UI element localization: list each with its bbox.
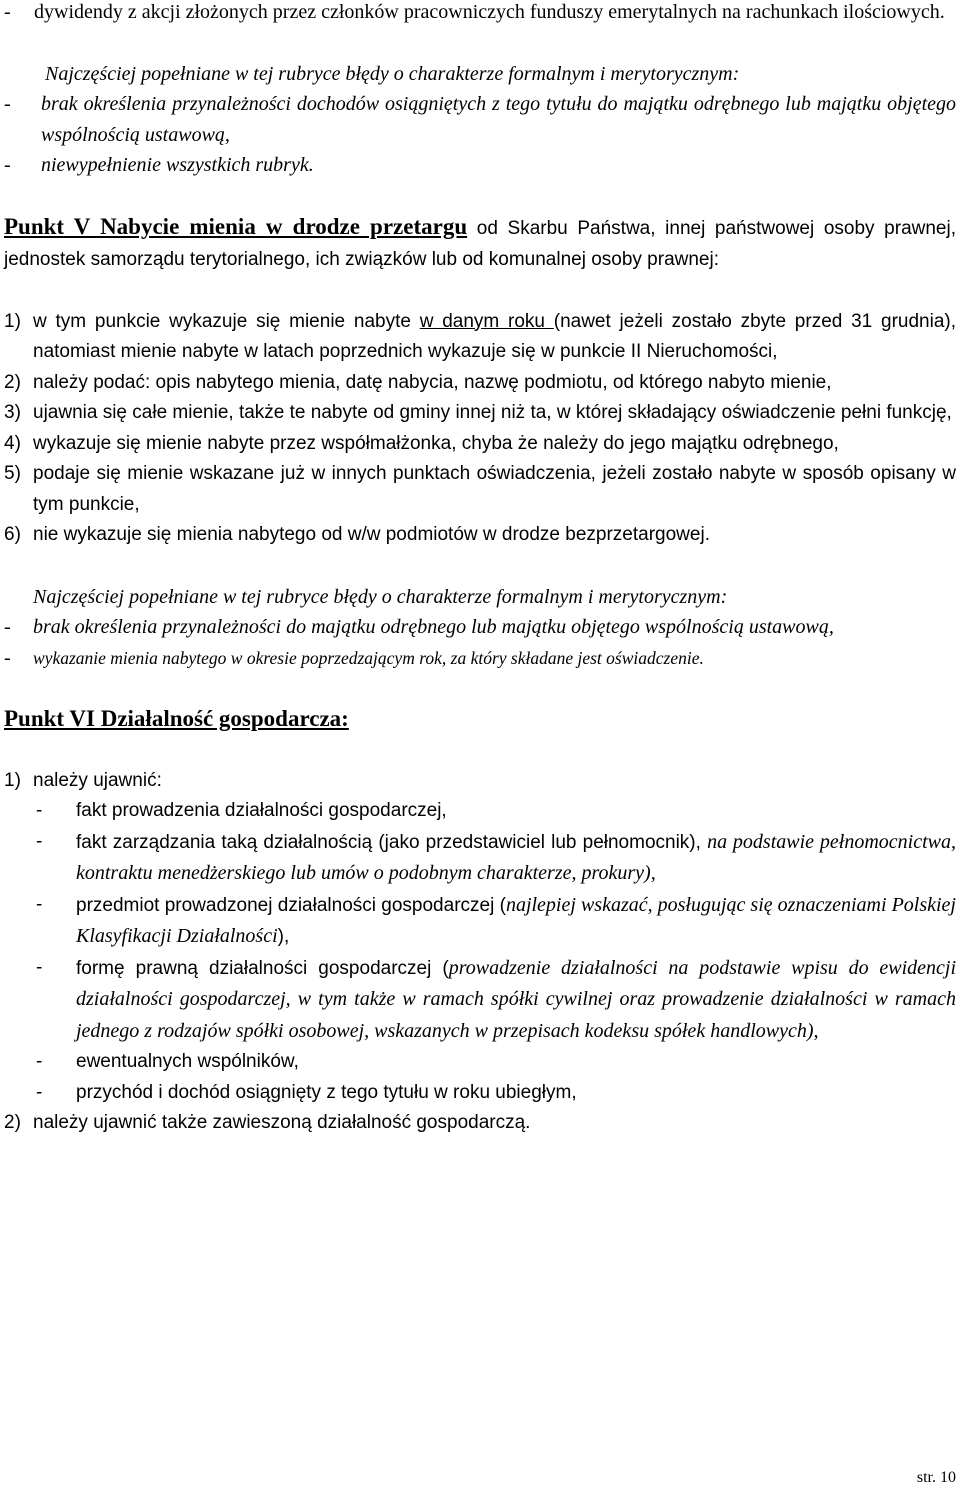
sublist-text	[76, 953, 956, 1048]
list-text: ujawnia się całe mienie, także te nabyte od gminy innej niż ta, w której składający oświadczenie pełni funkcję,	[33, 402, 952, 423]
dividends-item	[0, 0, 960, 28]
punkt-v-intro	[4, 212, 956, 276]
text-part: przedmiot prowadzonej działalności gospodarczej (	[76, 894, 506, 916]
list-item	[4, 398, 956, 429]
error-item	[4, 150, 956, 181]
list-dash: -	[4, 646, 11, 669]
text-part: w tym punkcie wykazuje się mienie nabyte	[33, 310, 420, 332]
sublist-item	[36, 890, 956, 953]
list-dash: -	[36, 830, 43, 852]
section-punkt-v	[0, 212, 960, 551]
punkt-vi-list	[4, 766, 956, 1139]
sublist-item	[36, 1078, 956, 1109]
sublist	[4, 796, 956, 1108]
list-text: należy ujawnić:	[33, 769, 162, 791]
sublist-text	[76, 890, 956, 953]
list-number: 3)	[4, 402, 21, 423]
section-punkt-vi	[0, 704, 960, 1139]
italic-text: najlepiej wskazać, posługując się oznaczeniami Polskiej Klasyfikacji Działalności	[76, 893, 956, 947]
text-part: przychód i dochód osiągnięty z tego tytułu w roku ubiegłym,	[76, 1081, 577, 1103]
sublist-text	[76, 1078, 956, 1109]
list-number: 6)	[4, 524, 21, 545]
error-item	[4, 612, 956, 643]
list-item	[4, 1108, 956, 1139]
list-item	[4, 429, 956, 460]
list-item	[4, 520, 956, 551]
errors-block-2	[0, 582, 960, 674]
section-intro-text: od Skarbu Państwa, innej państwowej osoby prawnej, jednostek samorządu terytorialnego, ich związków lub od komunalnej osoby prawnej:	[4, 217, 956, 270]
text-part: fakt zarządzania taką działalnością (jako przedstawiciel lub pełnomocnik),	[76, 831, 708, 853]
error-text: brak określenia przynależności do majątku odrębnego lub majątku objętego wspólnością ustawową,	[33, 616, 834, 638]
list-item	[4, 307, 956, 368]
list-dash: -	[4, 154, 11, 176]
underlined-text: w danym roku	[419, 310, 554, 332]
list-number: 4)	[4, 432, 21, 454]
list-dash: -	[36, 893, 43, 915]
list-dash: -	[36, 956, 43, 978]
italic-text: prowadzenie działalności na podstawie wpisu do ewidencji działalności gospodarczej, w tym także w ramach spółki cywilnej oraz prowadzenie działalności w ramach jednego z rodzajów spółki osobowej, wskazanych w przepisach kodeksu spółek handlowych),	[76, 956, 957, 1042]
list-text: nie wykazuje się mienia nabytego od w/w podmiotów w drodze bezprzetargowej.	[33, 524, 710, 545]
list-text	[33, 307, 956, 368]
text-part: ),	[277, 926, 290, 947]
list-number: 5)	[4, 463, 21, 484]
list-text: wykazuje się mienie nabyte przez współmałżonka, chyba że należy do jego majątku odrębnego,	[33, 432, 839, 454]
sublist-text	[76, 827, 956, 890]
punkt-v-list	[4, 307, 956, 551]
text-part: ewentualnych wspólników,	[76, 1051, 299, 1072]
list-dash: -	[36, 1081, 43, 1103]
dividends-text: dywidendy z akcji złożonych przez członków pracowniczych funduszy emerytalnych na rachunkach ilościowych.	[34, 1, 945, 23]
error-text: wykazanie mienia nabytego w okresie poprzedzającym rok, za który składane jest oświadczenie.	[33, 647, 704, 668]
page-number: str. 10	[916, 1469, 956, 1486]
list-item	[4, 766, 956, 797]
text-part: fakt prowadzenia działalności gospodarczej,	[76, 800, 447, 821]
list-dash: -	[4, 1, 11, 23]
list-dash: -	[36, 800, 43, 821]
list-number: 1)	[4, 310, 21, 332]
list-dash: -	[36, 1051, 43, 1072]
list-dash: -	[4, 93, 11, 115]
sublist-item	[36, 796, 956, 827]
list-number: 2)	[4, 1112, 21, 1133]
list-text: podaje się mienie wskazane już w innych punktach oświadczenia, jeżeli zostało nabyte w sposób opisany w tym punkcie,	[33, 463, 956, 515]
list-text: należy podać: opis nabytego mienia, datę nabycia, nazwę podmiotu, od którego nabyto mienie,	[33, 371, 832, 393]
list-text: należy ujawnić także zawieszoną działalność gospodarczą.	[33, 1112, 531, 1133]
error-item	[4, 643, 956, 674]
text-part: (nawet jeżeli zostało zbyte przed 31 grudnia), natomiast mienie nabyte w latach poprzednich wykazuje się w punkcie II Nieruchomości,	[33, 310, 956, 362]
italic-text: na podstawie pełnomocnictwa, kontraktu menedżerskiego lub umów o podobnym charakterze, prokury),	[76, 830, 956, 884]
list-number: 1)	[4, 769, 21, 791]
error-text: niewypełnienie wszystkich rubryk.	[41, 154, 314, 176]
errors-block-1	[0, 59, 960, 181]
sublist-text	[76, 1047, 956, 1078]
error-text: brak określenia przynależności dochodów osiągniętych z tego tytułu do majątku odrębnego lub majątku objętego wspólnością ustawową,	[41, 93, 956, 146]
list-dash: -	[4, 616, 11, 638]
sublist-item	[36, 827, 956, 890]
sublist-item	[36, 1047, 956, 1078]
list-item	[4, 459, 956, 520]
text-part: formę prawną działalności gospodarczej (	[76, 957, 449, 979]
section-title: Punkt V Nabycie mienia w drodze przetargu	[4, 213, 468, 239]
errors-heading: Najczęściej popełniane w tej rubryce błędy o charakterze formalnym i merytorycznym:	[45, 62, 740, 85]
list-item	[4, 368, 956, 399]
sublist-item	[36, 953, 956, 1048]
errors-heading: Najczęściej popełniane w tej rubryce błędy o charakterze formalnym i merytorycznym:	[33, 585, 728, 608]
sublist-text	[76, 796, 956, 827]
list-number: 2)	[4, 371, 21, 393]
error-item	[4, 89, 956, 150]
section-title: Punkt VI Działalność gospodarcza:	[4, 706, 349, 731]
